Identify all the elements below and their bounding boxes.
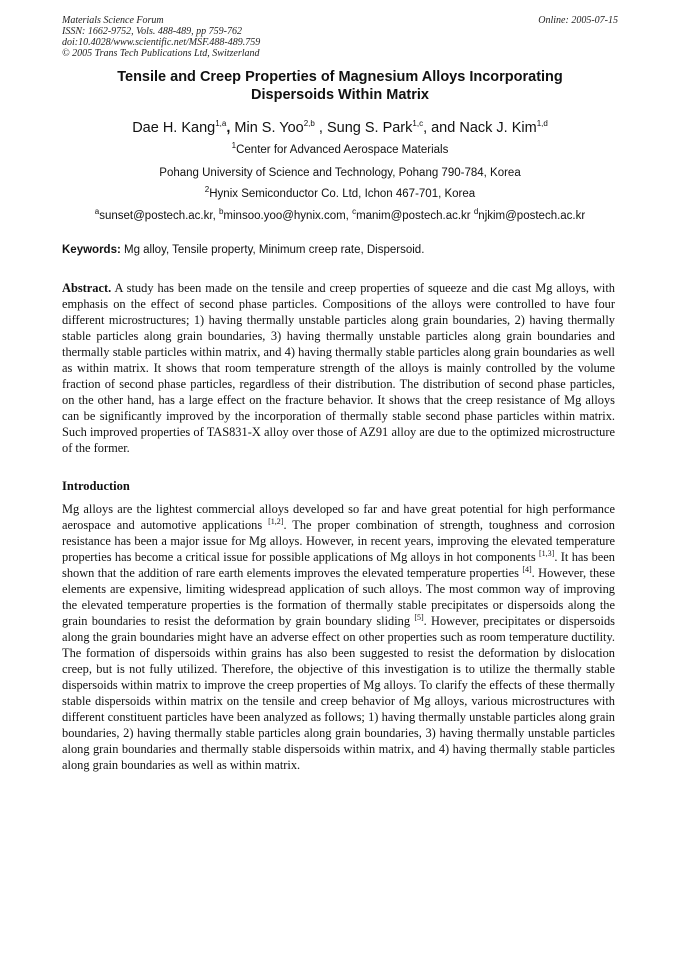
email-address: minsoo.yoo@hynix.com: [223, 210, 346, 222]
author-sup: 1,a: [215, 119, 227, 129]
affiliation-sup: 1: [231, 141, 237, 151]
email-list: $^a$sunset@postech.ac.kr, $^b$minsoo.yoo@hynix.com, $^c$manim@postech.ac.kr $^d$njkim@postech.ac.kr: [94, 207, 586, 222]
author-list: [62, 119, 618, 137]
abstract-text: A study has been made on the tensile and creep properties of squeeze and die cast Mg alloys, with emphasis on the effect of second phase particles. Compositions of the alloys were controlled to have four different microstructures; 1) having thermally unstable particles along grain boundaries, 2) having thermally stable particles along grain boundaries, 3) having thermally unstable particles along grain boundaries and thermally stable particles within matrix, and 4) having thermally stable particles along grain boundaries as well as within matrix. It shows that room temperature strength of the alloys is mainly controlled by the volume fraction of second phase particles, regardless of their distribution. The distribution of second phase particles, on the other hand, has a large effect on the fracture behavior. It shows that the creep resistance of Mg alloys can be significantly improved by the incorporation of thermally stable second phase particles within matrix. Such improved properties of TAS831-X alloy over those of AZ91 alloy are due to the optimized microstructure of the former.: [62, 281, 615, 455]
journal-name: Materials Science Forum: [62, 15, 164, 26]
intro-text: . However, precipitates or dispersoids along the grain boundaries might have an adverse effect on other properties such as room temperature ductility. The formation of dispersoids within grains has also been suggested to resist the deformation by dislocation creep, but is not fully utilized. Therefore, the objective of this investigation is to utilize the thermally stable dispersoids within matrix to improve the creep properties of Mg alloys. To clarify the effects of these thermally stable dispersoids within matrix on the tensile and creep behavior of Mg alloys, various microstructures with different constituent particles have been analyzed as follows; 1) having thermally unstable particles along grain boundaries, 2) having thermally stable particles along grain boundaries, 3) having thermally unstable particles along grain boundaries and thermally stable dispersoids within matrix, and 4) having thermally stable particles along grain boundaries as well as within matrix.: [62, 614, 615, 772]
author-name: Min S. Yoo: [234, 120, 304, 136]
author-separator: ,: [226, 120, 235, 136]
author-sup: 1,c: [412, 119, 424, 129]
journal-header: [62, 15, 618, 59]
intro-text: . The proper combination of strength, toughness and corrosion resistance has been a major issue for Mg alloys. However, in recent years, improving the elevated temperature properties has become a critical issue for possible applications of Mg alloys in hot components: [62, 518, 615, 564]
affiliation-1-address: Pohang University of Science and Technology, Pohang 790-784, Korea: [159, 167, 521, 179]
introduction-paragraph: [62, 501, 615, 773]
intro-text: . It has been shown that the addition of rare earth elements improves the elevated temperature properties: [62, 550, 615, 580]
journal-copyright: © 2005 Trans Tech Publications Ltd, Switzerland: [62, 48, 260, 59]
section-heading-introduction: Introduction: [62, 479, 130, 493]
email-address: sunset@postech.ac.kr: [99, 210, 213, 222]
citation: [5]: [414, 612, 424, 622]
intro-text: . However, these elements are expensive, limiting widespread application of such alloys. The most common way of improving the elevated temperature properties is the formation of thermally stable precipitates or dispersoids along the grain boundaries to resist the deformation by grain boundary sliding: [62, 566, 616, 628]
abstract: [62, 280, 615, 456]
affiliation-name: Hynix Semiconductor Co. Ltd, Ichon 467-701, Korea: [209, 188, 476, 200]
affiliation-name: Center for Advanced Aerospace Materials: [236, 144, 449, 156]
title-line-2: Dispersoids Within Matrix: [251, 87, 429, 103]
citation: [4]: [522, 564, 532, 574]
email-address: manim@postech.ac.kr: [356, 210, 471, 222]
author-sup: 2,b: [303, 119, 315, 129]
keywords: [62, 243, 618, 257]
email-sup: b: [218, 207, 224, 217]
author-separator: , and: [423, 120, 460, 136]
email-address: njkim@postech.ac.kr: [478, 210, 586, 222]
title-line-1: Tensile and Creep Properties of Magnesium Alloys Incorporating: [117, 69, 563, 85]
journal-issn: ISSN: 1662-9752, Vols. 488-489, pp 759-762: [62, 26, 242, 37]
citation: [1,3]: [539, 548, 555, 558]
online-date: Online: 2005-07-15: [538, 15, 618, 26]
email-sup: c: [352, 207, 357, 217]
author-separator: ,: [314, 120, 327, 136]
email-sup: a: [94, 207, 100, 217]
author-sup: 1,d: [536, 119, 548, 129]
affiliation-2: [62, 187, 618, 201]
journal-doi: doi:10.4028/www.scientific.net/MSF.488-489.759: [62, 37, 261, 48]
keywords-label: Keywords:: [62, 244, 121, 256]
author-name: Nack J. Kim: [459, 120, 537, 136]
keywords-text: Mg alloy, Tensile property, Minimum creep rate, Dispersoid.: [120, 244, 425, 256]
email-sup: d: [473, 207, 479, 217]
affiliation-sup: 2: [204, 185, 210, 195]
author-name: Sung S. Park: [326, 120, 413, 136]
affiliation-1: [62, 143, 618, 157]
author-name: Dae H. Kang: [132, 120, 216, 136]
paper-title: [62, 68, 618, 104]
abstract-label: Abstract.: [62, 281, 112, 295]
citation: [1,2]: [268, 516, 284, 526]
intro-text: Mg alloys are the lightest commercial alloys developed so far and have great potential for high performance aerospace and automotive applications: [62, 502, 615, 532]
